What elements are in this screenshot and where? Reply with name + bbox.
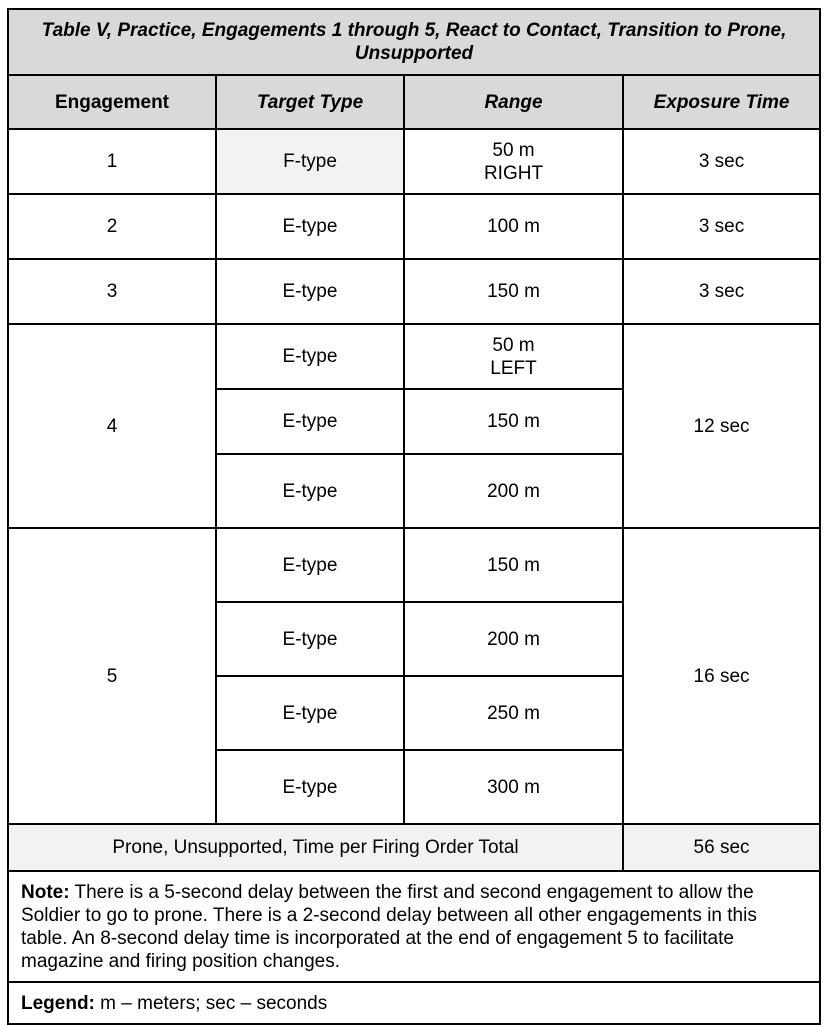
total-label: Prone, Unsupported, Time per Firing Order Total (8, 824, 623, 871)
range-cell: 300 m (404, 750, 623, 824)
table-row (8, 324, 820, 389)
range-cell: 250 m (404, 676, 623, 750)
legend-text: m – meters; sec – seconds (100, 992, 328, 1014)
range-cell (404, 129, 623, 194)
exposure-cell: 3 sec (623, 259, 820, 324)
engagement-number: 5 (8, 528, 216, 824)
exposure-cell: 3 sec (623, 129, 820, 194)
engagement-number: 3 (8, 259, 216, 324)
table-row (8, 259, 820, 324)
range-value: 50 m (492, 334, 535, 356)
table-row (8, 129, 820, 194)
range-cell: 150 m (404, 528, 623, 602)
target-type-cell: E-type (216, 324, 404, 389)
note-label: Note: (21, 882, 70, 903)
total-row (8, 824, 820, 871)
table-row (8, 528, 820, 602)
range-cell: 100 m (404, 194, 623, 259)
table-row (8, 194, 820, 259)
target-type-cell: E-type (216, 676, 404, 750)
firing-table (7, 8, 821, 1025)
engagement-number: 2 (8, 194, 216, 259)
header-target-type: Target Type (216, 75, 404, 129)
legend-label: Legend: (21, 992, 95, 1014)
header-row (8, 75, 820, 129)
exposure-cell: 3 sec (623, 194, 820, 259)
header-engagement: Engagement (8, 75, 216, 129)
target-type-cell: E-type (216, 454, 404, 528)
target-type-cell: E-type (216, 750, 404, 824)
note-text: There is a 5-second delay between the first and second engagement to allow the Soldier to go to prone. There is a 2-second delay between all other engagements in this table. An 8-second delay time is incorporated at the end of engagement 5 to facilitate magazine and firing position changes. (21, 882, 757, 972)
range-cell: 150 m (404, 259, 623, 324)
note (8, 871, 820, 982)
exposure-cell: 12 sec (623, 324, 820, 528)
note-row (8, 871, 820, 982)
legend-row (8, 982, 820, 1024)
engagement-number: 1 (8, 129, 216, 194)
target-type-cell: E-type (216, 259, 404, 324)
header-exposure-time: Exposure Time (623, 75, 820, 129)
range-cell: 150 m (404, 389, 623, 454)
header-range: Range (404, 75, 623, 129)
range-cell: 200 m (404, 454, 623, 528)
range-cell: 200 m (404, 602, 623, 676)
range-direction: LEFT (490, 357, 537, 379)
target-type-cell: E-type (216, 194, 404, 259)
exposure-cell: 16 sec (623, 528, 820, 824)
total-value: 56 sec (623, 824, 820, 871)
table-title: Table V, Practice, Engagements 1 through 5, React to Contact, Transition to Prone, Unsupported (8, 9, 820, 75)
target-type-cell: E-type (216, 389, 404, 454)
engagement-number: 4 (8, 324, 216, 528)
target-type-cell: E-type (216, 528, 404, 602)
legend (8, 982, 820, 1024)
target-type-cell: F-type (216, 129, 404, 194)
range-direction: RIGHT (483, 162, 544, 184)
target-type-cell: E-type (216, 602, 404, 676)
range-cell (404, 324, 623, 389)
range-value: 50 m (492, 139, 535, 161)
